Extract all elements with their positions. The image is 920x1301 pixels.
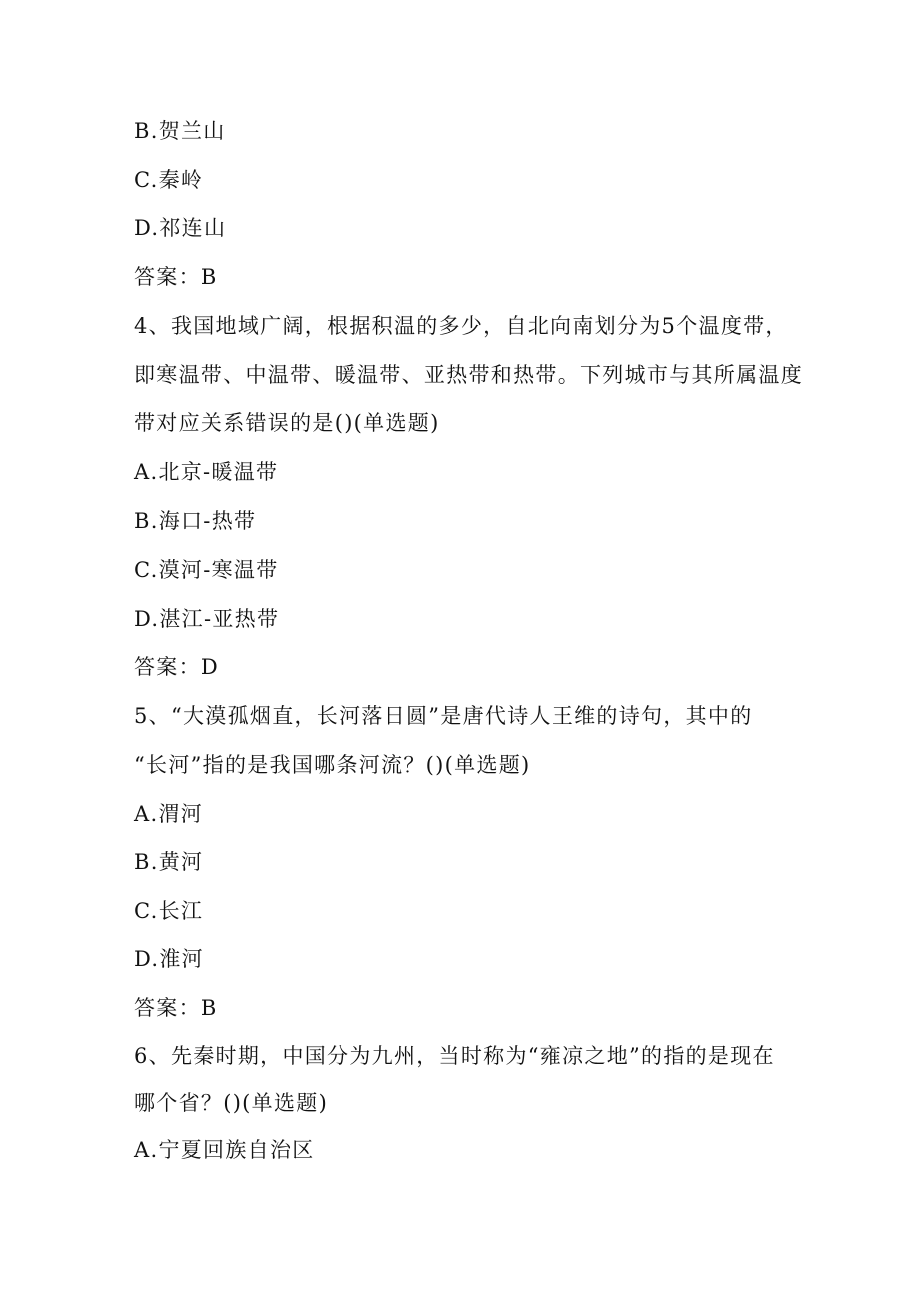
question-5-line-2: “长河”指的是我国哪条河流？()(单选题) (134, 753, 531, 777)
option-a-q6: A.宁夏回族自治区 (134, 1138, 315, 1162)
option-c-q3: C.秦岭 (134, 168, 204, 192)
question-4-line-2: 即寒温带、中温带、暖温带、亚热带和热带。下列城市与其所属温度 (134, 363, 803, 387)
option-c-q5: C.长江 (134, 899, 204, 923)
option-a-q4: A.北京-暖温带 (134, 460, 279, 484)
option-b-q3: B.贺兰山 (134, 119, 226, 143)
question-5-line-1: 5、“大漠孤烟直，长河落日圆”是唐代诗人王维的诗句，其中的 (134, 704, 753, 728)
option-d-q3: D.祁连山 (134, 216, 227, 240)
option-b-q4: B.海口-热带 (134, 509, 257, 533)
option-d-q5: D.淮河 (134, 947, 204, 971)
option-b-q5: B.黄河 (134, 850, 204, 874)
option-d-q4: D.湛江-亚热带 (134, 607, 280, 631)
option-a-q5: A.渭河 (134, 802, 204, 826)
answer-q4: 答案：D (134, 655, 220, 679)
question-4-line-1: 4、我国地域广阔，根据积温的多少，自北向南划分为5个温度带， (134, 314, 788, 338)
option-c-q4: C.漠河-寒温带 (134, 558, 279, 582)
question-4-line-3: 带对应关系错误的是()(单选题) (134, 411, 440, 435)
question-6-line-2: 哪个省？()(单选题) (134, 1091, 329, 1115)
answer-q5: 答案：B (134, 996, 218, 1020)
question-6-line-1: 6、先秦时期，中国分为九州，当时称为“雍凉之地”的指的是现在 (134, 1044, 775, 1068)
answer-q3: 答案：B (134, 265, 218, 289)
